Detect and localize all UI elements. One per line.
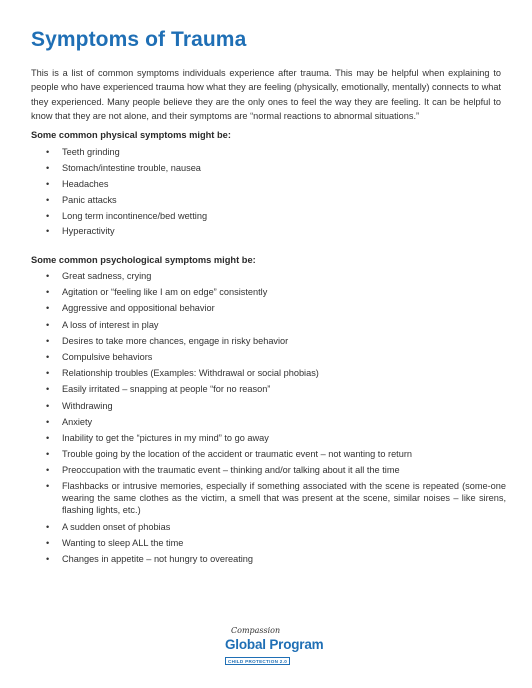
bullet: • xyxy=(46,521,50,532)
bullet: • xyxy=(46,226,50,237)
psychological-symptoms-heading: Some common psychological symptoms might be: xyxy=(31,255,256,265)
bullet: • xyxy=(46,465,50,476)
bullet: • xyxy=(46,210,50,221)
list-item: • Easily irritated – snapping at people “for no reason” xyxy=(46,384,271,395)
physical-symptoms-list xyxy=(31,146,506,237)
bullet: • xyxy=(46,416,50,427)
list-item: • Agitation or “feeling like I am on edge” consistently xyxy=(46,287,268,298)
bullet: • xyxy=(46,303,50,314)
global-program-logo-text: Global Program xyxy=(225,637,324,652)
list-item: • Long term incontinence/bed wetting xyxy=(46,210,208,221)
list-item: • Compulsive behaviors xyxy=(46,351,153,362)
bullet: • xyxy=(46,368,50,379)
bullet: • xyxy=(46,554,50,564)
list-item: • Panic attacks xyxy=(46,194,117,205)
child-protection-tag: CHILD PROTECTION 2.0 xyxy=(225,657,290,665)
list-item: • Changes in appetite – not hungry to overeating xyxy=(46,554,254,564)
list-item: • Relationship troubles (Examples: Withdrawal or social phobias) xyxy=(46,368,319,379)
bullet: • xyxy=(46,319,50,330)
bullet: • xyxy=(46,537,50,548)
page-title: Symptoms of Trauma xyxy=(31,28,247,51)
list-item: • Desires to take more chances, engage in risky behavior xyxy=(46,335,289,346)
list-item: • Trouble going by the location of the accident or traumatic event – not wanting to return xyxy=(46,449,413,460)
footer-logo xyxy=(222,626,332,671)
list-item: • A loss of interest in play xyxy=(46,319,159,330)
list-item: • Aggressive and oppositional behavior xyxy=(46,303,215,314)
intro-paragraph: This is a list of common symptoms individuals experience after trauma. This may be helpful when explaining to people who have experienced trauma how what they are feeling (physically, emotionally, mentally) connects to what they experienced. Many people believe they are the only ones to feel the way they are feeling. It can be helpful to know that they are not alone, and their symptoms are “normal reactions to abnormal situations.” xyxy=(31,68,501,122)
list-item: • Great sadness, crying xyxy=(46,271,152,281)
list-item: • Teeth grinding xyxy=(46,147,120,157)
physical-symptoms-heading: Some common physical symptoms might be: xyxy=(31,130,231,140)
bullet: • xyxy=(46,481,50,492)
list-item: • Inability to get the “pictures in my mind” to go away xyxy=(46,432,269,443)
list-item: • Preoccupation with the traumatic event – thinking and/or talking about it all the time xyxy=(46,465,400,476)
bullet: • xyxy=(46,194,50,205)
bullet: • xyxy=(46,287,50,298)
bullet: • xyxy=(46,271,50,281)
compassion-logo-mark: Compassion xyxy=(231,626,281,635)
bullet: • xyxy=(46,162,50,173)
list-item: • Flashbacks or intrusive memories, especially if something associated with the scene is repeated (some-one wearing the same clothes as the victim, a smell that was present at the scene, similar noises – like sirens, flashing lights, etc.) xyxy=(46,481,506,516)
list-item: • Headaches xyxy=(46,178,109,189)
bullet: • xyxy=(46,384,50,395)
psychological-symptoms-list xyxy=(31,270,506,565)
list-item: • Hyperactivity xyxy=(46,226,115,237)
list-item: • Anxiety xyxy=(46,416,93,427)
list-item: • A sudden onset of phobias xyxy=(46,521,171,532)
bullet: • xyxy=(46,400,50,411)
bullet: • xyxy=(46,449,50,460)
bullet: • xyxy=(46,335,50,346)
bullet: • xyxy=(46,178,50,189)
bullet: • xyxy=(46,432,50,443)
bullet: • xyxy=(46,351,50,362)
list-item: • Wanting to sleep ALL the time xyxy=(46,537,184,548)
list-item: • Stomach/intestine trouble, nausea xyxy=(46,162,201,173)
list-item: • Withdrawing xyxy=(46,400,113,411)
bullet: • xyxy=(46,147,50,157)
